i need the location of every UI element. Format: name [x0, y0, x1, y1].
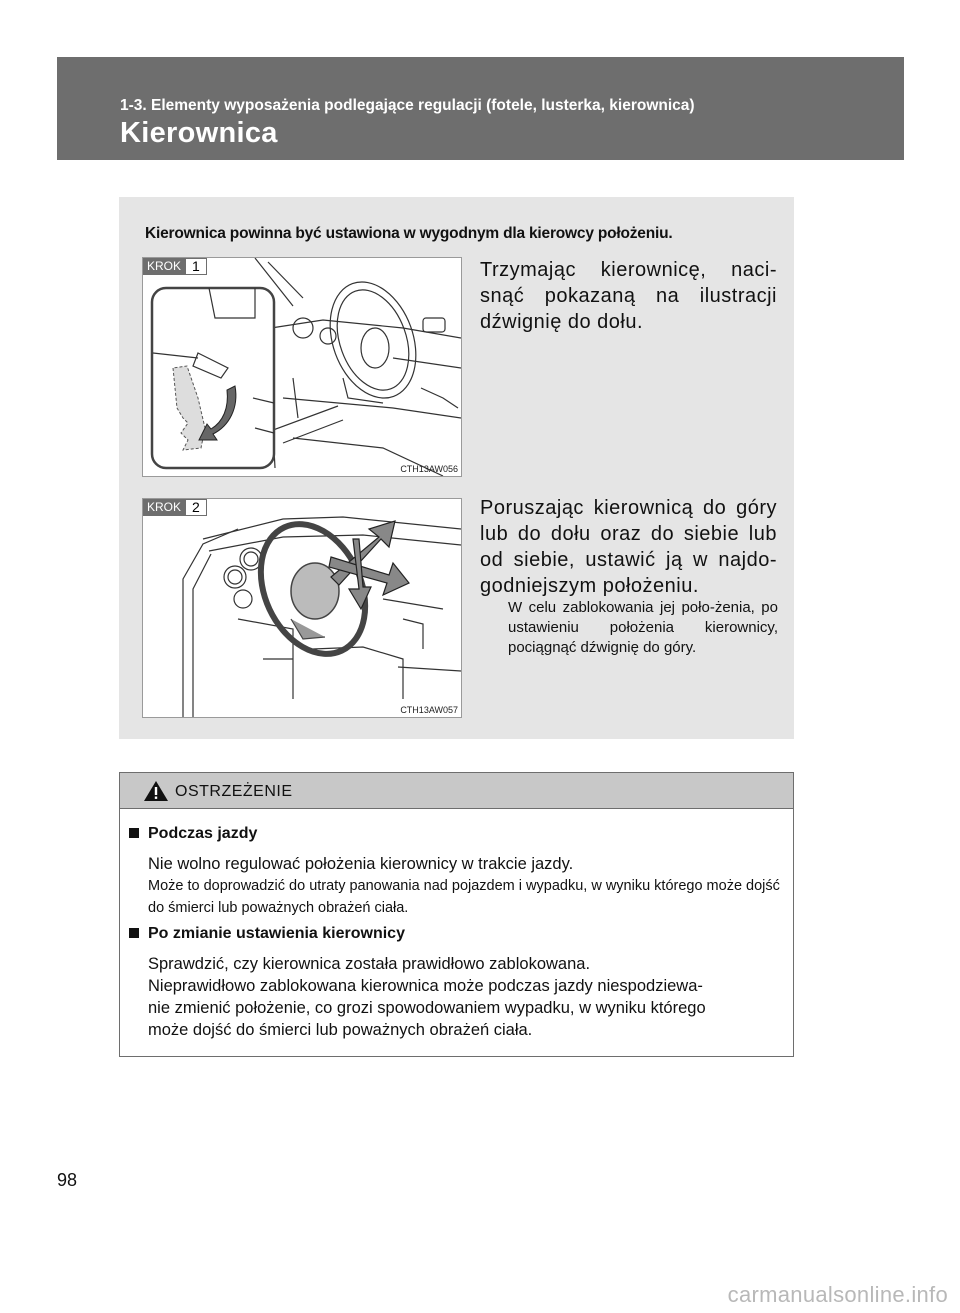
steering-lever-illustration	[143, 258, 461, 476]
procedure-intro: Kierownica powinna być ustawiona w wygodnym dla kierowcy położeniu.	[145, 225, 673, 242]
steering-adjust-illustration	[143, 499, 461, 717]
warning-line: może dojść do śmierci lub poważnych obrażeń ciała.	[148, 1021, 533, 1039]
step-badge-number: 1	[185, 258, 207, 275]
warning-line: nie zmienić położenie, co grozi spowodowaniem wypadku, w wyniku którego	[148, 999, 706, 1017]
page-title: Kierownica	[120, 117, 278, 149]
page-number: 98	[57, 1170, 78, 1190]
step-badge-number: 2	[185, 499, 207, 516]
step-1-text: Trzymając kierownicę, naci-snąć pokazaną na ilustracji dźwignię do dołu.	[480, 259, 777, 333]
step-badge	[143, 499, 207, 516]
step-1-illustration	[142, 257, 462, 477]
step-badge-label: KROK	[143, 499, 185, 516]
step-2-note: W celu zablokowania jej poło-żenia, po ustawieniu położenia kierownicy, pociągnąć dźwignię do góry.	[508, 599, 778, 656]
step-badge	[143, 258, 207, 275]
bullet-square-icon	[129, 928, 139, 938]
warning-title: OSTRZEŻENIE	[175, 783, 293, 800]
section-breadcrumb: 1-3. Elementy wyposażenia podlegające regulacji (fotele, lusterka, kierownica)	[120, 97, 695, 114]
warning-subheading-text: Podczas jazdy	[148, 825, 258, 842]
figure-code: CTH13AW056	[400, 464, 458, 474]
warning-header	[120, 773, 793, 809]
bullet-square-icon	[129, 828, 139, 838]
warning-subheading	[126, 825, 257, 843]
watermark: carmanualsonline.info	[727, 1282, 948, 1307]
figure-code: CTH13AW057	[400, 705, 458, 715]
step-badge-label: KROK	[143, 258, 185, 275]
step-2-text: Poruszając kierownicą do góry lub do dołu oraz do siebie lub od siebie, ustawić ją w najdo-godniejszym położeniu.	[480, 497, 777, 597]
warning-line: Nie wolno regulować położenia kierownicy w trakcie jazdy.	[148, 855, 574, 873]
warning-subheading	[126, 925, 405, 943]
procedure-box	[119, 197, 794, 739]
warning-triangle-icon	[143, 780, 169, 802]
warning-box	[119, 772, 794, 1057]
warning-line: Nieprawidłowo zablokowana kierownica może podczas jazdy niespodziewa-	[148, 977, 703, 995]
warning-line: Sprawdzić, czy kierownica została prawidłowo zablokowana.	[148, 955, 591, 973]
warning-subheading-text: Po zmianie ustawienia kierownicy	[148, 925, 405, 942]
warning-detail: Może to doprowadzić do utraty panowania nad pojazdem i wypadku, w wyniku którego może dojść do śmierci lub poważnych obrażeń ciała.	[148, 878, 780, 916]
step-2-illustration	[142, 498, 462, 718]
page-header	[57, 57, 904, 160]
